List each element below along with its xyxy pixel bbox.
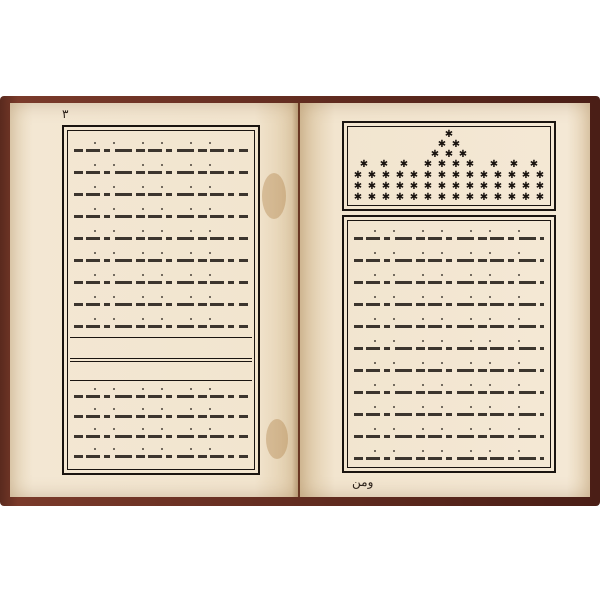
svg-text:✱: ✱ [465,170,475,181]
svg-text:✱: ✱ [353,192,363,203]
svg-text:✱: ✱ [521,192,531,203]
svg-text:✱: ✱ [458,149,468,160]
svg-text:✱: ✱ [451,181,461,192]
svg-text:✱: ✱ [353,170,363,181]
svg-text:✱: ✱ [381,192,391,203]
svg-text:✱: ✱ [423,170,433,181]
svg-text:✱: ✱ [423,192,433,203]
svg-text:✱: ✱ [381,181,391,192]
svg-text:✱: ✱ [409,170,419,181]
left-text-block-1 [74,137,248,317]
svg-text:✱: ✱ [437,139,447,150]
svg-text:✱: ✱ [423,159,433,170]
svg-text:✱: ✱ [395,181,405,192]
right-text-block [354,225,544,465]
svg-text:✱: ✱ [521,181,531,192]
paper-stain [266,419,288,459]
catchword: ومن [352,475,374,489]
svg-text:✱: ✱ [367,170,377,181]
svg-text:✱: ✱ [507,192,517,203]
svg-text:✱: ✱ [359,159,369,170]
svg-text:✱: ✱ [395,192,405,203]
left-text-frame [62,125,260,475]
left-text-block-2 [74,385,248,475]
section-subheading-band [70,361,252,381]
svg-text:✱: ✱ [507,170,517,181]
svg-text:✱: ✱ [409,181,419,192]
svg-text:✱: ✱ [529,159,539,170]
paper-stain [262,173,286,219]
svg-text:✱: ✱ [381,170,391,181]
svg-text:✱: ✱ [423,181,433,192]
decorative-headpiece [342,121,556,211]
page-number: ٣ [62,107,69,121]
right-page [300,103,590,497]
svg-text:✱: ✱ [367,181,377,192]
left-page [10,103,298,497]
right-text-frame [342,215,556,473]
svg-text:✱: ✱ [444,129,454,140]
svg-text:✱: ✱ [437,181,447,192]
svg-text:✱: ✱ [437,159,447,170]
svg-text:✱: ✱ [395,170,405,181]
svg-text:✱: ✱ [479,181,489,192]
svg-text:✱: ✱ [367,192,377,203]
svg-text:✱: ✱ [535,170,545,181]
svg-text:✱: ✱ [451,139,461,150]
svg-text:✱: ✱ [521,170,531,181]
svg-text:✱: ✱ [493,192,503,203]
star-ornament-icon [344,123,554,209]
section-heading-band [70,337,252,359]
svg-text:✱: ✱ [451,159,461,170]
svg-text:✱: ✱ [489,159,499,170]
svg-text:✱: ✱ [509,159,519,170]
svg-text:✱: ✱ [437,170,447,181]
svg-text:✱: ✱ [535,192,545,203]
svg-text:✱: ✱ [507,181,517,192]
svg-text:✱: ✱ [451,170,461,181]
svg-text:✱: ✱ [451,192,461,203]
svg-text:✱: ✱ [493,181,503,192]
svg-text:✱: ✱ [353,181,363,192]
svg-text:✱: ✱ [409,192,419,203]
svg-text:✱: ✱ [465,159,475,170]
svg-text:✱: ✱ [465,181,475,192]
svg-text:✱: ✱ [437,192,447,203]
svg-text:✱: ✱ [444,149,454,160]
svg-text:✱: ✱ [535,181,545,192]
svg-text:✱: ✱ [479,192,489,203]
svg-text:✱: ✱ [479,170,489,181]
svg-text:✱: ✱ [379,159,389,170]
svg-text:✱: ✱ [430,149,440,160]
svg-text:✱: ✱ [399,159,409,170]
svg-text:✱: ✱ [465,192,475,203]
svg-text:✱: ✱ [493,170,503,181]
